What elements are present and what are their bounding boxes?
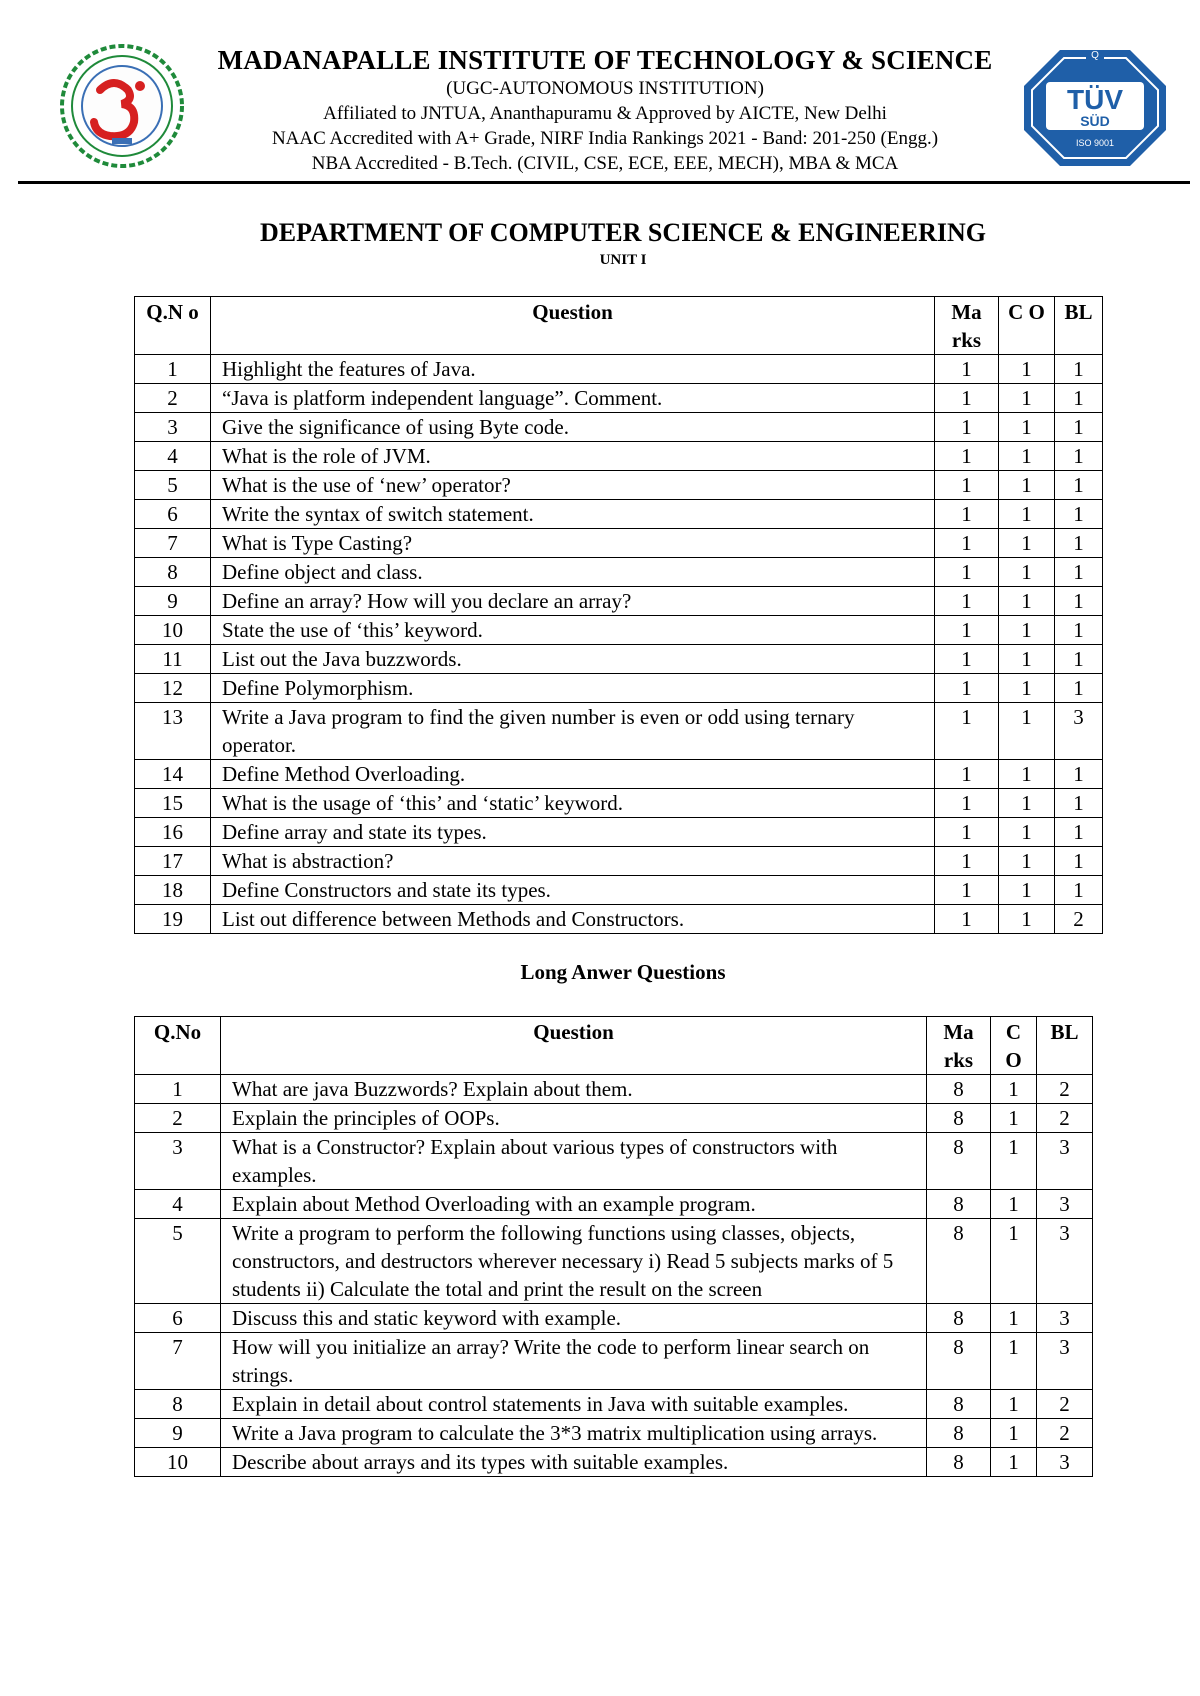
row-qno: 8 xyxy=(135,1390,221,1419)
table-row xyxy=(135,645,1103,674)
row-question: Define Constructors and state its types. xyxy=(211,876,935,905)
row-marks: 8 xyxy=(927,1419,991,1448)
row-bl: 1 xyxy=(1055,616,1103,645)
row-question: What is the use of ‘new’ operator? xyxy=(211,471,935,500)
row-question: List out difference between Methods and Constructors. xyxy=(211,905,935,934)
row-qno: 7 xyxy=(135,529,211,558)
department-title: DEPARTMENT OF COMPUTER SCIENCE & ENGINEERING xyxy=(260,218,986,247)
long-questions-table xyxy=(134,1016,1093,1477)
row-question: Write a Java program to find the given number is even or odd using ternary operator. xyxy=(211,703,935,760)
row-marks: 8 xyxy=(927,1448,991,1477)
row-qno: 3 xyxy=(135,1133,221,1190)
header-bl: BL xyxy=(1055,297,1103,355)
row-co: 1 xyxy=(991,1219,1037,1304)
row-marks: 1 xyxy=(935,384,999,413)
row-bl: 1 xyxy=(1055,500,1103,529)
table-row xyxy=(135,558,1103,587)
row-co: 1 xyxy=(991,1304,1037,1333)
row-bl: 1 xyxy=(1055,471,1103,500)
table-row xyxy=(135,384,1103,413)
row-co: 1 xyxy=(999,818,1055,847)
long-answer-title: Long Anwer Questions xyxy=(520,960,726,984)
row-question: What is a Constructor? Explain about various types of constructors with examples. xyxy=(221,1133,927,1190)
svg-text:SÜD: SÜD xyxy=(1080,113,1110,129)
row-marks: 1 xyxy=(935,500,999,529)
row-co: 1 xyxy=(991,1075,1037,1104)
row-qno: 9 xyxy=(135,587,211,616)
row-co: 1 xyxy=(991,1104,1037,1133)
row-marks: 8 xyxy=(927,1190,991,1219)
row-qno: 18 xyxy=(135,876,211,905)
row-marks: 1 xyxy=(935,645,999,674)
table-row xyxy=(135,674,1103,703)
row-question: Discuss this and static keyword with example. xyxy=(221,1304,927,1333)
row-marks: 1 xyxy=(935,789,999,818)
row-qno: 3 xyxy=(135,413,211,442)
table-header-row xyxy=(135,297,1103,355)
row-bl: 1 xyxy=(1055,529,1103,558)
row-bl: 1 xyxy=(1055,847,1103,876)
table-row xyxy=(135,789,1103,818)
row-bl: 3 xyxy=(1037,1190,1093,1219)
row-question: Define an array? How will you declare an array? xyxy=(211,587,935,616)
row-qno: 10 xyxy=(135,1448,221,1477)
header-qno: Q.No xyxy=(135,1017,221,1075)
row-qno: 17 xyxy=(135,847,211,876)
row-question: Define array and state its types. xyxy=(211,818,935,847)
row-qno: 2 xyxy=(135,1104,221,1133)
row-qno: 6 xyxy=(135,500,211,529)
row-co: 1 xyxy=(999,413,1055,442)
row-bl: 3 xyxy=(1037,1333,1093,1390)
row-question: Define Method Overloading. xyxy=(211,760,935,789)
table-row xyxy=(135,616,1103,645)
row-question: Explain the principles of OOPs. xyxy=(221,1104,927,1133)
row-question: Write the syntax of switch statement. xyxy=(211,500,935,529)
row-qno: 14 xyxy=(135,760,211,789)
row-bl: 1 xyxy=(1055,760,1103,789)
row-qno: 16 xyxy=(135,818,211,847)
table-row xyxy=(135,703,1103,760)
row-qno: 12 xyxy=(135,674,211,703)
row-qno: 2 xyxy=(135,384,211,413)
row-qno: 5 xyxy=(135,1219,221,1304)
row-bl: 1 xyxy=(1055,674,1103,703)
row-qno: 1 xyxy=(135,1075,221,1104)
table-row xyxy=(135,355,1103,384)
row-qno: 13 xyxy=(135,703,211,760)
document-header xyxy=(0,0,1200,184)
row-co: 1 xyxy=(991,1419,1037,1448)
row-co: 1 xyxy=(999,876,1055,905)
row-qno: 5 xyxy=(135,471,211,500)
row-marks: 8 xyxy=(927,1304,991,1333)
svg-text:Q: Q xyxy=(1091,50,1099,61)
row-bl: 1 xyxy=(1055,413,1103,442)
row-question: What is Type Casting? xyxy=(211,529,935,558)
row-bl: 2 xyxy=(1037,1075,1093,1104)
row-question: “Java is platform independent language”. Comment. xyxy=(211,384,935,413)
table-row xyxy=(135,1333,1093,1390)
svg-text:TÜV: TÜV xyxy=(1067,84,1123,115)
row-marks: 8 xyxy=(927,1104,991,1133)
institution-block xyxy=(190,44,1020,176)
row-marks: 8 xyxy=(927,1133,991,1190)
row-bl: 1 xyxy=(1055,442,1103,471)
row-qno: 6 xyxy=(135,1304,221,1333)
header-qno: Q.N o xyxy=(135,297,211,355)
row-co: 1 xyxy=(999,384,1055,413)
row-bl: 3 xyxy=(1037,1304,1093,1333)
row-co: 1 xyxy=(999,847,1055,876)
tuv-sud-logo xyxy=(1020,46,1170,170)
institution-name: MADANAPALLE INSTITUTE OF TECHNOLOGY & SCIENCE xyxy=(217,45,993,75)
institution-status: (UGC-AUTONOMOUS INSTITUTION) xyxy=(446,78,764,99)
row-bl: 1 xyxy=(1055,558,1103,587)
row-bl: 1 xyxy=(1055,818,1103,847)
row-co: 1 xyxy=(999,471,1055,500)
header-marks: Ma rks xyxy=(935,297,999,355)
table-row xyxy=(135,1133,1093,1190)
header-question: Question xyxy=(221,1017,927,1075)
table-row xyxy=(135,1219,1093,1304)
header-co: C O xyxy=(999,297,1055,355)
row-co: 1 xyxy=(999,616,1055,645)
table-row xyxy=(135,1104,1093,1133)
row-co: 1 xyxy=(999,789,1055,818)
row-question: Define Polymorphism. xyxy=(211,674,935,703)
row-bl: 2 xyxy=(1037,1419,1093,1448)
row-co: 1 xyxy=(999,558,1055,587)
row-bl: 1 xyxy=(1055,355,1103,384)
table-header-row xyxy=(135,1017,1093,1075)
institution-affiliation: Affiliated to JNTUA, Ananthapuramu & Approved by AICTE, New Delhi xyxy=(323,103,887,124)
row-qno: 19 xyxy=(135,905,211,934)
row-question: Write a program to perform the following functions using classes, objects, constructors, and destructors wherever necessary i) Read 5 subjects marks of 5 students ii) Calculate the total and print the result on the screen xyxy=(221,1219,927,1304)
table-row xyxy=(135,818,1103,847)
row-co: 1 xyxy=(999,442,1055,471)
row-co: 1 xyxy=(999,674,1055,703)
table-row xyxy=(135,876,1103,905)
table-row xyxy=(135,847,1103,876)
table-row xyxy=(135,1075,1093,1104)
row-co: 1 xyxy=(991,1390,1037,1419)
row-marks: 1 xyxy=(935,818,999,847)
row-co: 1 xyxy=(991,1448,1037,1477)
table-row xyxy=(135,442,1103,471)
row-co: 1 xyxy=(999,529,1055,558)
row-bl: 3 xyxy=(1037,1219,1093,1304)
row-marks: 1 xyxy=(935,442,999,471)
row-co: 1 xyxy=(999,587,1055,616)
table-row xyxy=(135,413,1103,442)
row-question: Write a Java program to calculate the 3*3 matrix multiplication using arrays. xyxy=(221,1419,927,1448)
row-question: What is the usage of ‘this’ and ‘static’ keyword. xyxy=(211,789,935,818)
row-question: How will you initialize an array? Write the code to perform linear search on strings. xyxy=(221,1333,927,1390)
row-qno: 4 xyxy=(135,1190,221,1219)
row-marks: 1 xyxy=(935,847,999,876)
row-bl: 3 xyxy=(1055,703,1103,760)
row-bl: 1 xyxy=(1055,789,1103,818)
table-row xyxy=(135,1304,1093,1333)
row-marks: 1 xyxy=(935,876,999,905)
row-question: Highlight the features of Java. xyxy=(211,355,935,384)
row-bl: 3 xyxy=(1037,1133,1093,1190)
row-co: 1 xyxy=(999,645,1055,674)
header-bl: BL xyxy=(1037,1017,1093,1075)
row-co: 1 xyxy=(999,760,1055,789)
row-co: 1 xyxy=(999,355,1055,384)
header-co: C O xyxy=(991,1017,1037,1075)
row-question: Describe about arrays and its types with suitable examples. xyxy=(221,1448,927,1477)
row-marks: 1 xyxy=(935,471,999,500)
row-bl: 2 xyxy=(1037,1390,1093,1419)
row-co: 1 xyxy=(999,500,1055,529)
row-co: 1 xyxy=(991,1190,1037,1219)
row-question: What is the role of JVM. xyxy=(211,442,935,471)
table-row xyxy=(135,1190,1093,1219)
row-marks: 1 xyxy=(935,529,999,558)
row-marks: 1 xyxy=(935,674,999,703)
row-marks: 8 xyxy=(927,1390,991,1419)
header-marks: Ma rks xyxy=(927,1017,991,1075)
row-question: Explain about Method Overloading with an example program. xyxy=(221,1190,927,1219)
table-row xyxy=(135,760,1103,789)
short-questions-table xyxy=(134,296,1103,934)
row-question: State the use of ‘this’ keyword. xyxy=(211,616,935,645)
table-row xyxy=(135,1448,1093,1477)
row-co: 1 xyxy=(999,905,1055,934)
row-marks: 8 xyxy=(927,1075,991,1104)
row-bl: 1 xyxy=(1055,645,1103,674)
institution-naac: NAAC Accredited with A+ Grade, NIRF India Rankings 2021 - Band: 201-250 (Engg.) xyxy=(271,128,939,149)
row-co: 1 xyxy=(991,1133,1037,1190)
table-row xyxy=(135,1390,1093,1419)
row-question: Give the significance of using Byte code. xyxy=(211,413,935,442)
row-marks: 1 xyxy=(935,355,999,384)
table-row xyxy=(135,587,1103,616)
row-qno: 11 xyxy=(135,645,211,674)
row-bl: 2 xyxy=(1055,905,1103,934)
row-co: 1 xyxy=(999,703,1055,760)
table-row xyxy=(135,529,1103,558)
row-question: List out the Java buzzwords. xyxy=(211,645,935,674)
row-co: 1 xyxy=(991,1333,1037,1390)
header-question: Question xyxy=(211,297,935,355)
header-divider xyxy=(18,181,1190,184)
row-marks: 8 xyxy=(927,1219,991,1304)
row-bl: 3 xyxy=(1037,1448,1093,1477)
row-marks: 8 xyxy=(927,1333,991,1390)
row-qno: 10 xyxy=(135,616,211,645)
row-bl: 1 xyxy=(1055,384,1103,413)
table-row xyxy=(135,905,1103,934)
table-row xyxy=(135,500,1103,529)
row-marks: 1 xyxy=(935,760,999,789)
row-marks: 1 xyxy=(935,616,999,645)
row-marks: 1 xyxy=(935,558,999,587)
row-marks: 1 xyxy=(935,905,999,934)
row-question: What is abstraction? xyxy=(211,847,935,876)
institution-nba: NBA Accredited - B.Tech. (CIVIL, CSE, ECE, EEE, MECH), MBA & MCA xyxy=(311,153,899,174)
row-qno: 15 xyxy=(135,789,211,818)
row-bl: 1 xyxy=(1055,876,1103,905)
row-question: Explain in detail about control statements in Java with suitable examples. xyxy=(221,1390,927,1419)
row-qno: 1 xyxy=(135,355,211,384)
row-marks: 1 xyxy=(935,413,999,442)
row-marks: 1 xyxy=(935,703,999,760)
row-qno: 9 xyxy=(135,1419,221,1448)
row-bl: 1 xyxy=(1055,587,1103,616)
unit-label: UNIT I xyxy=(599,252,647,268)
svg-text:ISO 9001: ISO 9001 xyxy=(1075,138,1115,148)
row-bl: 2 xyxy=(1037,1104,1093,1133)
row-question: What are java Buzzwords? Explain about them. xyxy=(221,1075,927,1104)
institution-logo xyxy=(58,42,186,170)
table-row xyxy=(135,471,1103,500)
row-question: Define object and class. xyxy=(211,558,935,587)
row-qno: 4 xyxy=(135,442,211,471)
row-qno: 8 xyxy=(135,558,211,587)
row-marks: 1 xyxy=(935,587,999,616)
row-qno: 7 xyxy=(135,1333,221,1390)
table-row xyxy=(135,1419,1093,1448)
